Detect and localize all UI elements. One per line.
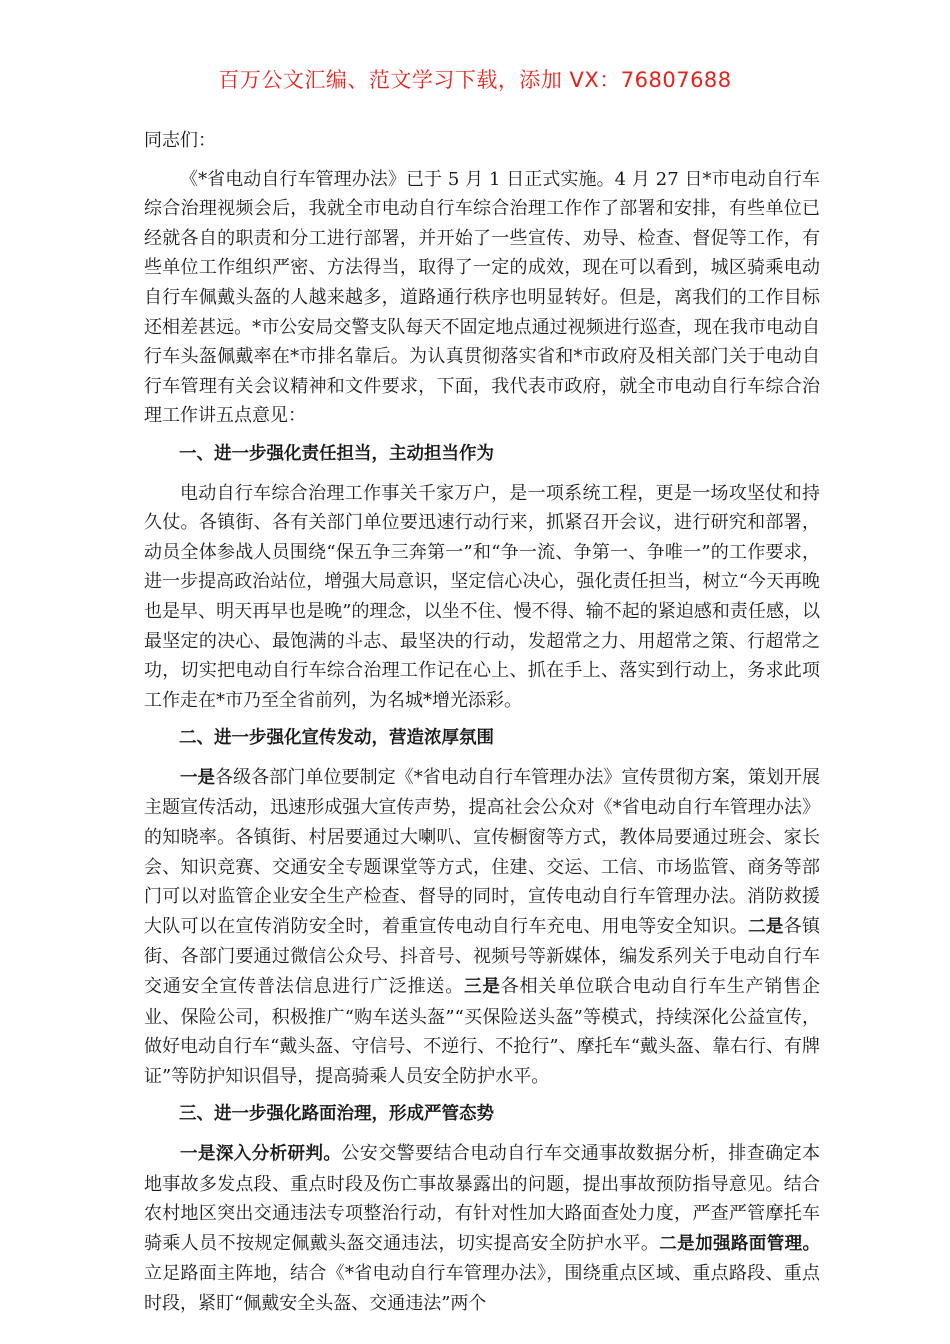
salutation: 同志们： [144, 130, 216, 151]
speech-body [144, 126, 820, 1328]
section-2-heading: 二、进一步强化宣传发动，营造浓厚氛围 [179, 728, 494, 749]
point-text: 各级各部门单位要制定《*省电动自行车管理办法》宣传贯彻方案，策划开展主题宣传活动，迅速形成强大宣传声势，提高社会公众对《*省电动自行车管理办法》的知晓率。各镇街、村居要通过大喇叭、宣传橱窗等方式，教体局要通过班会、家长会、知识竞赛、交通安全专题课堂等方式，住建、交运、工信、市场监管、商务等部门可以对监管企业安全生产检查、督导的同时，宣传电动自行车管理办法。消防救援大队可以在宣传消防安全时，着重宣传电动自行车充电、用电等安全知识。 [144, 766, 821, 937]
download-banner: 百万公文汇编、范文学习下载，添加 VX：76807688 [218, 68, 732, 92]
section-1-heading: 一、进一步强化责任担当，主动担当作为 [179, 443, 494, 464]
section-3-paragraph [144, 1139, 820, 1319]
intro-paragraph: 《*省电动自行车管理办法》已于 5 月 1 日正式实施。4 月 27 日*市电动自行车综合治理视频会后，我就全市电动自行车综合治理工作作了部署和安排，有些单位已经就各自的职责和分工进行部署，并开始了一些宣传、劝导、检查、督促等工作，有些单位工作组织严密、方法得当，取得了一定的成效，现在可以看到，城区骑乘电动自行车佩戴头盔的人越来越多，道路通行秩序也明显转好。但是，离我们的工作目标还相差甚远。*市公安局交警支队每天不固定地点通过视频进行巡查，现在我市电动自行车头盔佩戴率在*市排名靠后。为认真贯彻落实省和*市政府及相关部门关于电动自行车管理有关会议精神和文件要求，下面，我代表市政府，就全市电动自行车综合治理工作讲五点意见： [144, 168, 820, 427]
point-lead: 一是 [180, 767, 216, 788]
point-text: 公安交警要结合电动自行车交通事故数据分析，排查确定本地事故多发点段、重点时段及伤亡事故暴露出的问题，提出事故预防指导意见。结合农村地区突出交通违法专项整治行动，有针对性加大路面查处力度，严查严管摩托车骑乘人员不按规定佩戴头盔交通违法，切实提高安全防护水平。 [144, 1143, 821, 1254]
section-1-paragraph: 电动自行车综合治理工作事关千家万户，是一项系统工程，更是一场攻坚仗和持久仗。各镇街、各有关部门单位要迅速行动行来，抓紧召开会议，进行研究和部署，动员全体参战人员围绕“保五争三奔第一”和“争一流、争第一、争唯一”的工作要求，进一步提高政治站位，增强大局意识，坚定信心决心，强化责任担当，树立“今天再晚也是早、明天再早也是晚”的理念，以坐不住、慢不得、输不起的紧迫感和责任感，以最坚定的决心、最饱满的斗志、最坚决的行动，发超常之力、用超常之策、行超常之功，切实把电动自行车综合治理工作记在心上、抓在手上、落实到行动上，务求此项工作走在*市乃至全省前列，为名城*增光添彩。 [144, 482, 820, 711]
point-text: 各相关单位联合电动自行车生产销售企业、保险公司，积极推广“购车送头盔”“买保险送头盔”等模式，持续深化公益宣传，做好电动自行车“戴头盔、守信号、不逆行、不抢行”、摩托车“戴头盔、靠右行、有牌证”等防护知识倡导，提高骑乘人员安全防护水平。 [144, 976, 821, 1087]
point-lead: 三是 [464, 977, 501, 998]
section-2-paragraph [144, 763, 820, 1092]
point-text: 各镇街、各部门要通过微信公众号、抖音号、视频号等新媒体，编发系列关于电动自行车交通安全宣传普法信息进行广泛推送。 [144, 915, 821, 998]
point-lead: 一是深入分析研判。 [180, 1144, 342, 1164]
point-text: 立足路面主阵地，结合《*省电动自行车管理办法》，围绕重点区域、重点路段、重点时段，紧盯“佩戴安全头盔、交通违法”两个 [144, 1263, 820, 1314]
section-3-heading: 三、进一步强化路面治理，形成严管态势 [179, 1104, 494, 1125]
point-lead: 二是加强路面管理。 [659, 1233, 821, 1254]
point-lead: 二是 [748, 916, 784, 937]
